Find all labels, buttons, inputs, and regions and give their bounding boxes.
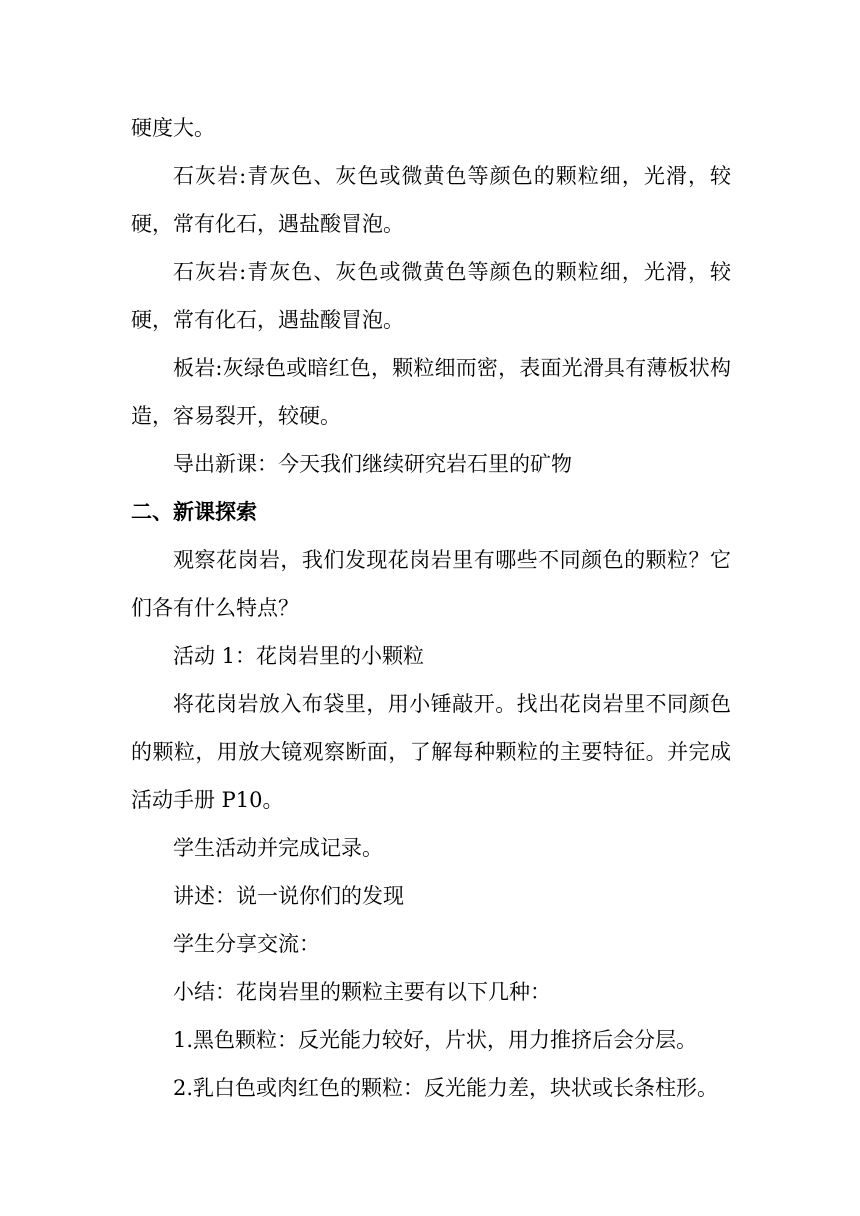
- paragraph-white-red-grains: 2.乳白色或肉红色的颗粒：反光能力差，块状或长条柱形。: [173, 1076, 719, 1100]
- paragraph-activity-instructions: 将花岗岩放入布袋里，用小锤敲开。找出花岗岩里不同颜色的颗粒，用放大镜观察断面，了解每种颗粒的主要特征。并完成活动手册 P10。: [131, 692, 731, 812]
- section-heading: 二、新课探索: [131, 500, 257, 524]
- paragraph-slate: 板岩:灰绿色或暗红色，颗粒细而密，表面光滑具有薄板状构造，容易裂开，较硬。: [131, 356, 731, 428]
- paragraph-summary: 小结：花岗岩里的颗粒主要有以下几种：: [173, 980, 551, 1004]
- paragraph-activity-title: 活动 1：花岗岩里的小颗粒: [173, 644, 425, 668]
- paragraph-new-lesson-intro: 导出新课：今天我们继续研究岩石里的矿物: [173, 452, 572, 476]
- paragraph-share: 学生分享交流：: [173, 932, 320, 956]
- document-body: [131, 104, 731, 1112]
- paragraph-limestone: 石灰岩:青灰色、灰色或微黄色等颜色的颗粒细，光滑，较硬，常有化石，遇盐酸冒泡。: [131, 164, 731, 236]
- paragraph-continuation: 硬度大。: [131, 116, 215, 140]
- paragraph-observe-granite: 观察花岗岩，我们发现花岗岩里有哪些不同颜色的颗粒？它们各有什么特点？: [131, 548, 731, 620]
- paragraph-limestone-repeat: 石灰岩:青灰色、灰色或微黄色等颜色的颗粒细，光滑，较硬，常有化石，遇盐酸冒泡。: [131, 260, 731, 332]
- paragraph-black-grains: 1.黑色颗粒：反光能力较好，片状，用力推挤后会分层。: [173, 1028, 698, 1052]
- paragraph-student-activity: 学生活动并完成记录。: [173, 836, 383, 860]
- paragraph-discussion: 讲述：说一说你们的发现: [173, 884, 404, 908]
